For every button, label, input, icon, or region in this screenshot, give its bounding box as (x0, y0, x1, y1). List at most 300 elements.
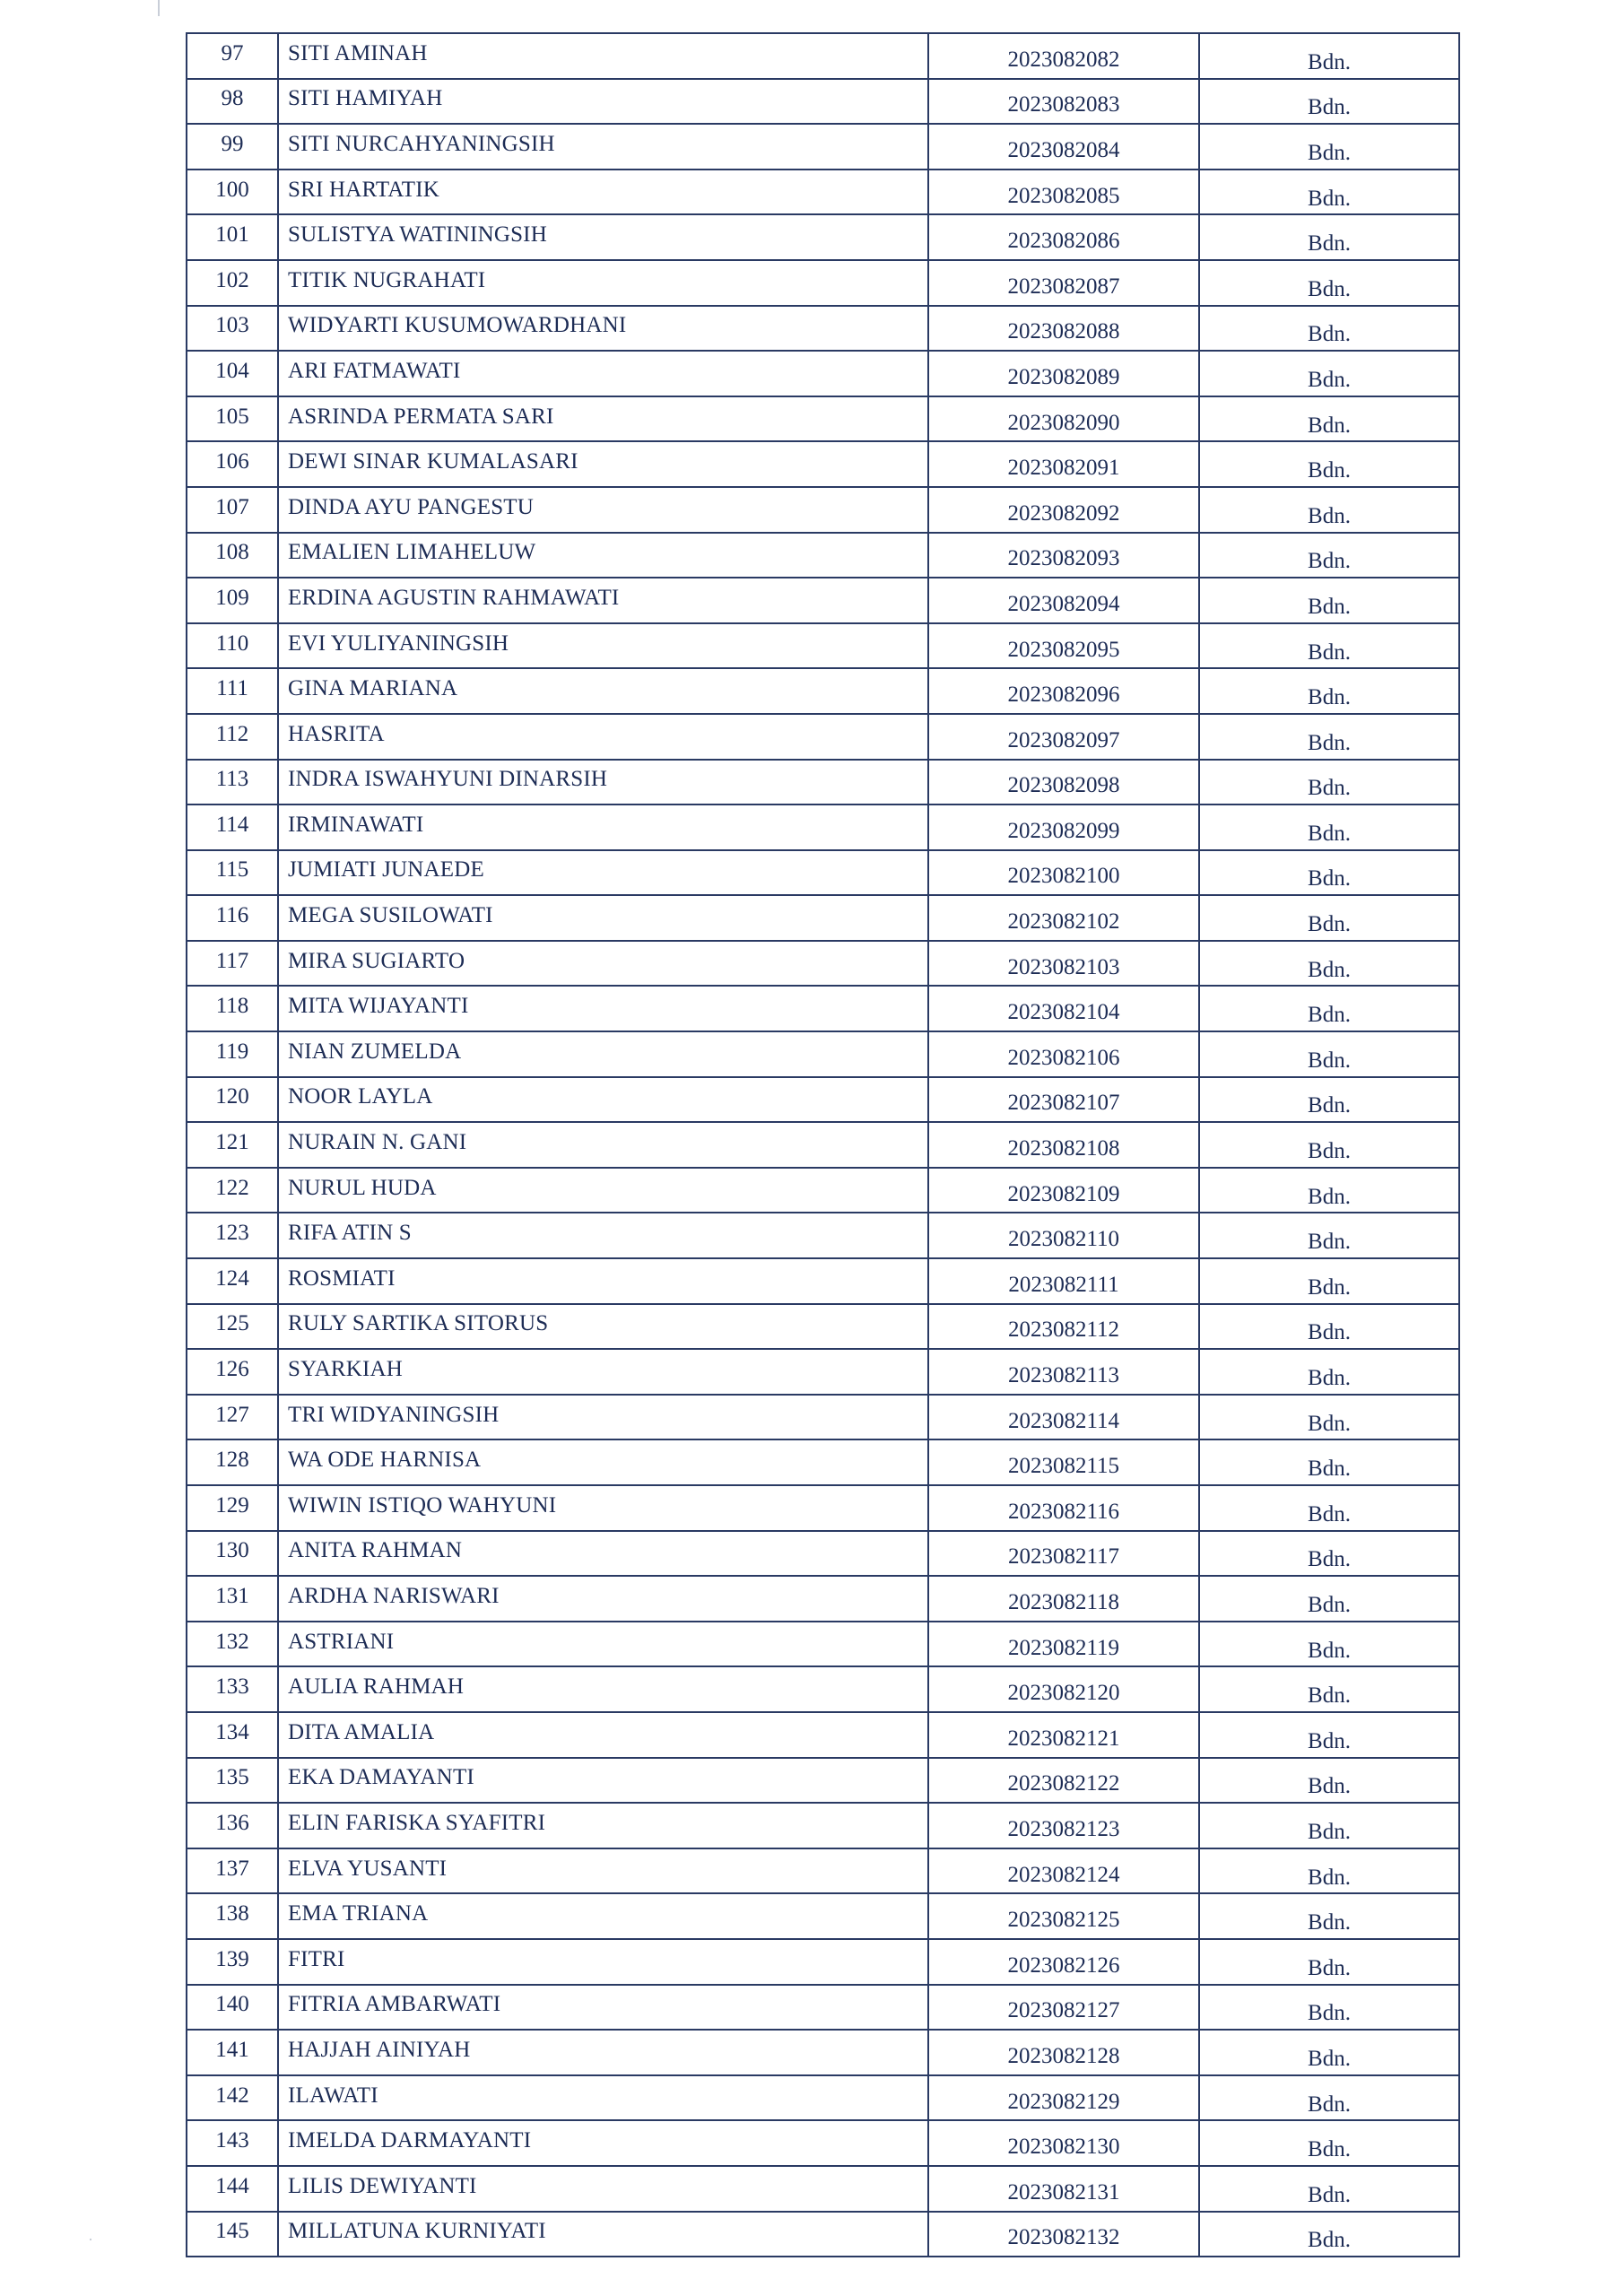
cell-number-text: 100 (215, 177, 249, 202)
cell-keterangan (1199, 1712, 1459, 1758)
cell-number-text: 124 (215, 1265, 249, 1291)
cell-name-text: GINA MARIANA (288, 676, 458, 701)
cell-number-text: 102 (215, 267, 249, 292)
cell-id (928, 2120, 1199, 2166)
cell-name-text: RIFA ATIN S (288, 1221, 412, 1246)
cell-keterangan (1199, 33, 1459, 79)
cell-name-text: ELVA YUSANTI (288, 1856, 448, 1881)
cell-name-text: EMA TRIANA (288, 1901, 429, 1926)
cell-id-text: 2023082120 (1007, 1681, 1120, 1706)
cell-name-text: TITIK NUGRAHATI (288, 267, 486, 292)
cell-name (278, 1168, 928, 1213)
cell-id-text: 2023082095 (1007, 637, 1120, 662)
cell-number-text: 99 (221, 131, 244, 156)
cell-name (278, 260, 928, 306)
cell-keterangan-text: Bdn. (1308, 639, 1351, 665)
cell-id-text: 2023082122 (1007, 1771, 1120, 1796)
cell-number (187, 1622, 278, 1667)
cell-keterangan-text: Bdn. (1308, 186, 1351, 211)
cell-number (187, 2120, 278, 2166)
cell-number-text: 132 (215, 1629, 249, 1654)
cell-id-text: 2023082115 (1007, 1454, 1120, 1479)
cell-number (187, 2212, 278, 2257)
cell-keterangan (1199, 1576, 1459, 1622)
cell-id-text: 2023082084 (1007, 137, 1120, 162)
cell-number (187, 396, 278, 442)
cell-keterangan-text: Bdn. (1308, 1093, 1351, 1118)
cell-name (278, 1848, 928, 1894)
cell-keterangan-text: Bdn. (1308, 1366, 1351, 1391)
cell-keterangan (1199, 895, 1459, 941)
cell-keterangan-text: Bdn. (1308, 276, 1351, 301)
table-row (187, 986, 1459, 1031)
cell-keterangan-text: Bdn. (1308, 1184, 1351, 1209)
cell-name (278, 1666, 928, 1712)
cell-number (187, 1304, 278, 1350)
cell-keterangan (1199, 941, 1459, 987)
cell-number (187, 1531, 278, 1577)
cell-keterangan-text: Bdn. (1308, 1320, 1351, 1345)
cell-number-text: 113 (215, 767, 249, 792)
cell-id (928, 260, 1199, 306)
cell-keterangan (1199, 396, 1459, 442)
cell-keterangan (1199, 1349, 1459, 1395)
cell-number-text: 108 (215, 540, 249, 565)
cell-name (278, 760, 928, 805)
cell-number-text: 141 (215, 2037, 249, 2062)
cell-id-text: 2023082119 (1007, 1635, 1120, 1660)
cell-id (928, 1077, 1199, 1123)
cell-number-text: 120 (215, 1084, 249, 1109)
cell-id (928, 1031, 1199, 1077)
cell-keterangan (1199, 214, 1459, 260)
cell-number (187, 260, 278, 306)
cell-keterangan-text: Bdn. (1308, 1139, 1351, 1164)
cell-id (928, 760, 1199, 805)
cell-id (928, 1576, 1199, 1622)
cell-keterangan-text: Bdn. (1308, 1638, 1351, 1663)
cell-number (187, 850, 278, 896)
cell-id-text: 2023082082 (1007, 47, 1120, 72)
table-row (187, 1439, 1459, 1485)
table-row (187, 1622, 1459, 1667)
cell-name-text: ARDHA NARISWARI (288, 1583, 500, 1608)
cell-id (928, 986, 1199, 1031)
cell-keterangan (1199, 1985, 1459, 2031)
cell-id (928, 533, 1199, 578)
cell-keterangan-text: Bdn. (1308, 1048, 1351, 1073)
cell-id (928, 1622, 1199, 1667)
cell-keterangan (1199, 1531, 1459, 1577)
cell-id (928, 214, 1199, 260)
cell-number-text: 139 (215, 1946, 249, 1971)
cell-name (278, 895, 928, 941)
cell-number-text: 107 (215, 494, 249, 519)
cell-id (928, 1349, 1199, 1395)
cell-keterangan (1199, 1758, 1459, 1804)
table-row (187, 2120, 1459, 2166)
cell-name-text: ASRINDA PERMATA SARI (288, 404, 554, 429)
cell-number (187, 306, 278, 352)
cell-id (928, 1258, 1199, 1304)
table-row (187, 668, 1459, 714)
cell-number (187, 1168, 278, 1213)
cell-number-text: 109 (215, 585, 249, 610)
cell-id-text: 2023082129 (1007, 2089, 1120, 2114)
cell-name-text: SITI HAMIYAH (288, 86, 443, 111)
table-row (187, 1576, 1459, 1622)
cell-name-text: MEGA SUSILOWATI (288, 903, 493, 928)
cell-keterangan-text: Bdn. (1308, 594, 1351, 619)
cell-number (187, 668, 278, 714)
cell-id-text: 2023082089 (1007, 364, 1120, 389)
cell-keterangan-text: Bdn. (1308, 458, 1351, 483)
cell-number (187, 804, 278, 850)
cell-id (928, 1304, 1199, 1350)
cell-keterangan (1199, 1939, 1459, 1985)
cell-keterangan-text: Bdn. (1308, 776, 1351, 801)
cell-keterangan (1199, 1893, 1459, 1939)
cell-keterangan (1199, 2075, 1459, 2121)
cell-keterangan-text: Bdn. (1308, 503, 1351, 528)
cell-id-text: 2023082117 (1007, 1544, 1120, 1570)
cell-id-text: 2023082098 (1007, 773, 1120, 798)
table-row (187, 1077, 1459, 1123)
cell-number (187, 1893, 278, 1939)
cell-keterangan (1199, 306, 1459, 352)
cell-keterangan-text: Bdn. (1308, 49, 1351, 74)
cell-keterangan-text: Bdn. (1308, 1819, 1351, 1844)
cell-keterangan-text: Bdn. (1308, 367, 1351, 392)
cell-keterangan (1199, 124, 1459, 170)
cell-id (928, 941, 1199, 987)
cell-keterangan (1199, 351, 1459, 396)
cell-id (928, 850, 1199, 896)
cell-number-text: 125 (215, 1311, 249, 1336)
cell-number-text: 130 (215, 1538, 249, 1563)
cell-name (278, 306, 928, 352)
cell-name (278, 1485, 928, 1531)
cell-number-text: 104 (215, 358, 249, 383)
cell-name-text: FITRIA AMBARWATI (288, 1992, 501, 2017)
cell-keterangan (1199, 850, 1459, 896)
cell-name-text: NURAIN N. GANI (288, 1130, 467, 1155)
cell-name (278, 1758, 928, 1804)
cell-name (278, 2212, 928, 2257)
cell-number-text: 121 (215, 1130, 249, 1155)
cell-keterangan (1199, 2212, 1459, 2257)
cell-keterangan-text: Bdn. (1308, 2228, 1351, 2253)
cell-number-text: 97 (221, 40, 244, 65)
table-row (187, 1395, 1459, 1440)
cell-name-text: HASRITA (288, 721, 385, 746)
cell-id (928, 1758, 1199, 1804)
cell-keterangan (1199, 714, 1459, 760)
cell-keterangan (1199, 986, 1459, 1031)
table-body (187, 33, 1459, 2257)
table-row (187, 623, 1459, 669)
cell-number-text: 98 (221, 86, 244, 111)
cell-id-text: 2023082106 (1007, 1045, 1120, 1070)
cell-id-text: 2023082099 (1007, 818, 1120, 843)
table-row (187, 1213, 1459, 1258)
cell-keterangan (1199, 487, 1459, 533)
table-row (187, 306, 1459, 352)
cell-keterangan-text: Bdn. (1308, 821, 1351, 846)
cell-keterangan (1199, 260, 1459, 306)
cell-id-text: 2023082126 (1007, 1952, 1120, 1978)
cell-name (278, 668, 928, 714)
scan-edge-mark (158, 0, 160, 16)
cell-number-text: 134 (215, 1719, 249, 1744)
cell-number (187, 2166, 278, 2212)
cell-keterangan (1199, 2120, 1459, 2166)
cell-number-text: 122 (215, 1175, 249, 1200)
table-row (187, 396, 1459, 442)
cell-number (187, 1576, 278, 1622)
cell-number-text: 119 (215, 1039, 249, 1064)
cell-name (278, 1077, 928, 1123)
cell-number (187, 124, 278, 170)
cell-keterangan-text: Bdn. (1308, 1728, 1351, 1753)
cell-keterangan-text: Bdn. (1308, 866, 1351, 891)
cell-name-text: NIAN ZUMELDA (288, 1039, 462, 1064)
cell-name-text: WIDYARTI KUSUMOWARDHANI (288, 313, 627, 338)
cell-name (278, 1304, 928, 1350)
cell-keterangan-text: Bdn. (1308, 140, 1351, 165)
cell-id (928, 2166, 1199, 2212)
cell-number (187, 1848, 278, 1894)
cell-number (187, 1939, 278, 1985)
cell-name (278, 804, 928, 850)
cell-name (278, 33, 928, 79)
cell-name-text: AULIA RAHMAH (288, 1674, 465, 1700)
table-row (187, 260, 1459, 306)
cell-name-text: SITI AMINAH (288, 40, 428, 65)
cell-keterangan (1199, 668, 1459, 714)
cell-name-text: ERDINA AGUSTIN RAHMAWATI (288, 585, 620, 610)
cell-keterangan-text: Bdn. (1308, 2046, 1351, 2071)
cell-name (278, 1622, 928, 1667)
cell-keterangan-text: Bdn. (1308, 231, 1351, 257)
cell-number (187, 79, 278, 125)
cell-id (928, 895, 1199, 941)
cell-name-text: ANITA RAHMAN (288, 1538, 463, 1563)
table-row (187, 1258, 1459, 1304)
cell-id-text: 2023082112 (1007, 1318, 1120, 1343)
cell-id-text: 2023082132 (1007, 2225, 1120, 2250)
cell-number (187, 623, 278, 669)
cell-keterangan (1199, 1304, 1459, 1350)
cell-name-text: ASTRIANI (288, 1629, 395, 1654)
table-row (187, 351, 1459, 396)
table-row (187, 1712, 1459, 1758)
table-row (187, 578, 1459, 623)
cell-number-text: 101 (215, 222, 249, 248)
cell-name (278, 487, 928, 533)
cell-id-text: 2023082113 (1007, 1363, 1120, 1388)
cell-keterangan-text: Bdn. (1308, 1003, 1351, 1028)
cell-keterangan-text: Bdn. (1308, 2182, 1351, 2207)
cell-number (187, 1349, 278, 1395)
cell-keterangan (1199, 1666, 1459, 1712)
cell-id (928, 2075, 1199, 2121)
cell-keterangan (1199, 1395, 1459, 1440)
cell-keterangan (1199, 533, 1459, 578)
cell-id-text: 2023082111 (1008, 1272, 1119, 1297)
cell-number-text: 115 (215, 857, 249, 883)
cell-name-text: EKA DAMAYANTI (288, 1765, 474, 1790)
cell-name-text: ROSMIATI (288, 1265, 396, 1291)
cell-keterangan-text: Bdn. (1308, 2137, 1351, 2162)
cell-id (928, 1712, 1199, 1758)
cell-name-text: LILIS DEWIYANTI (288, 2173, 477, 2198)
cell-number (187, 986, 278, 1031)
cell-number (187, 214, 278, 260)
cell-id-text: 2023082085 (1007, 183, 1120, 208)
cell-id-text: 2023082124 (1007, 1862, 1120, 1887)
table-row (187, 1031, 1459, 1077)
cell-keterangan (1199, 1258, 1459, 1304)
cell-keterangan-text: Bdn. (1308, 95, 1351, 120)
cell-id-text: 2023082131 (1007, 2179, 1120, 2205)
cell-keterangan (1199, 623, 1459, 669)
cell-id-text: 2023082127 (1007, 1998, 1120, 2023)
cell-name-text: SITI NURCAHYANINGSIH (288, 131, 555, 156)
cell-number (187, 1985, 278, 2031)
cell-keterangan (1199, 1122, 1459, 1168)
cell-name-text: SYARKIAH (288, 1357, 404, 1382)
table-row (187, 941, 1459, 987)
cell-name-text: FITRI (288, 1946, 345, 1971)
cell-id (928, 1848, 1199, 1894)
cell-number-text: 112 (215, 721, 249, 746)
cell-number (187, 2030, 278, 2075)
cell-name-text: NOOR LAYLA (288, 1084, 433, 1109)
cell-id-text: 2023082125 (1007, 1908, 1120, 1933)
cell-number (187, 714, 278, 760)
cell-keterangan (1199, 1803, 1459, 1848)
cell-id (928, 351, 1199, 396)
cell-name (278, 1395, 928, 1440)
cell-number-text: 133 (215, 1674, 249, 1700)
cell-keterangan (1199, 1485, 1459, 1531)
cell-keterangan (1199, 1168, 1459, 1213)
cell-id-text: 2023082121 (1007, 1726, 1120, 1751)
table-row (187, 33, 1459, 79)
cell-keterangan (1199, 2030, 1459, 2075)
cell-number (187, 533, 278, 578)
cell-number-text: 103 (215, 313, 249, 338)
cell-number (187, 1031, 278, 1077)
cell-id-text: 2023082103 (1007, 954, 1120, 979)
table-row (187, 2166, 1459, 2212)
cell-number (187, 170, 278, 215)
cell-id-text: 2023082083 (1007, 92, 1120, 117)
cell-keterangan-text: Bdn. (1308, 730, 1351, 755)
cell-number (187, 2075, 278, 2121)
cell-name-text: DINDA AYU PANGESTU (288, 494, 535, 519)
cell-number-text: 136 (215, 1810, 249, 1835)
cell-name (278, 1893, 928, 1939)
cell-name (278, 124, 928, 170)
participant-table (186, 32, 1460, 2257)
cell-id (928, 1985, 1199, 2031)
cell-name-text: SULISTYA WATININGSIH (288, 222, 547, 248)
cell-name (278, 1213, 928, 1258)
cell-id (928, 1939, 1199, 1985)
cell-keterangan-text: Bdn. (1308, 1457, 1351, 1482)
cell-number (187, 895, 278, 941)
cell-id-text: 2023082107 (1007, 1091, 1120, 1116)
table-row (187, 1349, 1459, 1395)
cell-id-text: 2023082114 (1007, 1408, 1120, 1433)
cell-keterangan-text: Bdn. (1308, 1230, 1351, 1255)
cell-name (278, 79, 928, 125)
cell-id (928, 1439, 1199, 1485)
cell-id (928, 1666, 1199, 1712)
cell-keterangan-text: Bdn. (1308, 1774, 1351, 1799)
cell-number-text: 106 (215, 449, 249, 474)
cell-name-text: DEWI SINAR KUMALASARI (288, 449, 578, 474)
cell-name (278, 714, 928, 760)
table-row (187, 1803, 1459, 1848)
cell-keterangan-text: Bdn. (1308, 1592, 1351, 1617)
cell-keterangan-text: Bdn. (1308, 322, 1351, 347)
cell-number (187, 1395, 278, 1440)
cell-id (928, 2030, 1199, 2075)
cell-keterangan-text: Bdn. (1308, 1865, 1351, 1890)
cell-id (928, 33, 1199, 79)
cell-name-text: ARI FATMAWATI (288, 358, 461, 383)
cell-number (187, 1213, 278, 1258)
cell-name-text: HAJJAH AINIYAH (288, 2037, 471, 2062)
cell-number (187, 1485, 278, 1531)
table-row (187, 714, 1459, 760)
cell-name (278, 1031, 928, 1077)
cell-number-text: 135 (215, 1765, 249, 1790)
cell-name (278, 351, 928, 396)
cell-keterangan (1199, 1031, 1459, 1077)
cell-id-text: 2023082087 (1007, 274, 1120, 299)
table-row (187, 79, 1459, 125)
cell-name (278, 2030, 928, 2075)
cell-keterangan (1199, 1077, 1459, 1123)
table-row (187, 2212, 1459, 2257)
cell-id (928, 487, 1199, 533)
cell-name-text: MILLATUNA KURNIYATI (288, 2219, 546, 2244)
cell-number-text: 123 (215, 1221, 249, 1246)
cell-id-text: 2023082100 (1007, 864, 1120, 889)
cell-number-text: 137 (215, 1856, 249, 1881)
cell-id (928, 1213, 1199, 1258)
table-row (187, 441, 1459, 487)
cell-number-text: 127 (215, 1402, 249, 1427)
cell-id-text: 2023082110 (1007, 1227, 1120, 1252)
table-row (187, 533, 1459, 578)
cell-keterangan (1199, 804, 1459, 850)
cell-name-text: ELIN FARISKA SYAFITRI (288, 1810, 546, 1835)
cell-keterangan-text: Bdn. (1308, 2092, 1351, 2117)
cell-number-text: 145 (215, 2219, 249, 2244)
cell-name (278, 2120, 928, 2166)
cell-id (928, 1485, 1199, 1531)
table-row (187, 850, 1459, 896)
cell-number (187, 351, 278, 396)
cell-name (278, 623, 928, 669)
cell-id (928, 79, 1199, 125)
cell-name-text: EMALIEN LIMAHELUW (288, 540, 536, 565)
